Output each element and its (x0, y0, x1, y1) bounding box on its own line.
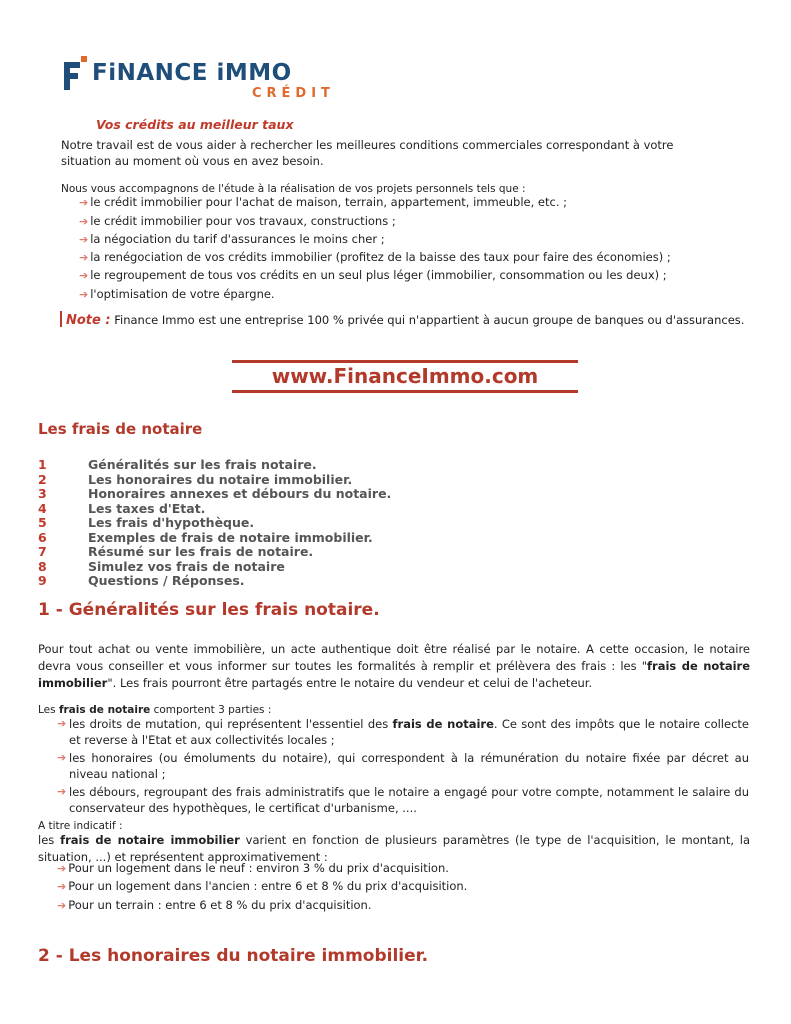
toc-item[interactable]: 2 Les honoraires du notaire immobilier. (38, 471, 353, 487)
services-lead: Nous vous accompagnons de l'étude à la réalisation de vos projets personnels tels que : (61, 183, 526, 195)
arrow-right-icon: ➔ (57, 785, 67, 798)
list-item: ➔ les honoraires (ou émoluments du notaire), qui correspondent à la rémunération du notaire fixée par décret au niveau national ; (57, 751, 749, 781)
arrow-right-icon: ➔ (57, 751, 67, 764)
toc-item[interactable]: 4 Les taxes d'Etat. (38, 500, 206, 516)
table-of-contents (38, 457, 391, 588)
toc-item[interactable]: 8 Simulez vos frais de notaire (38, 558, 285, 574)
heading-section-1: 1 - Généralités sur les frais notaire. (38, 600, 380, 620)
list-item: ➔ les droits de mutation, qui représentent l'essentiel des frais de notaire. Ce sont des impôts que le notaire collecte et reverse à l'Etat et aux collectivités locales ; (57, 717, 749, 747)
website-link[interactable]: www.FinanceImmo.com (271, 364, 539, 388)
list-item: ➔ le crédit immobilier pour vos travaux, constructions ; (79, 214, 396, 228)
paragraph-generalites: Pour tout achat ou vente immobilière, un acte authentique doit être réalisé par le notaire. A cette occasion, le notaire devra vous conseiller et vous informer sur toutes les formalités à remplir et prélèvera des frais : les "frais de notaire immobilier". Les frais pourront être partagés entre le notaire du vendeur et celui de l'acheteur. (38, 642, 750, 690)
indicatif-paragraph: les frais de notaire immobilier varient en fonction de plusieurs paramètres (le type de l'acquisition, le montant, la situation, ...) et représentent approximativement : (38, 833, 751, 864)
arrow-right-icon: ➔ (79, 196, 89, 209)
list-item: ➔ Pour un logement dans l'ancien : entre 6 et 8 % du prix d'acquisition. (57, 879, 468, 893)
divider (232, 390, 578, 393)
logo-wordmark: FiNANCE iMMO (92, 60, 292, 86)
arrow-right-icon: ➔ (57, 880, 67, 893)
list-item: ➔ le crédit immobilier pour l'achat de maison, terrain, appartement, immeuble, etc. ; (79, 195, 568, 209)
arrow-right-icon: ➔ (79, 288, 89, 301)
parts-intro: Les frais de notaire comportent 3 parties : (38, 704, 272, 716)
finance-immo-logo (62, 52, 352, 104)
note-text: Finance Immo est une entreprise 100 % privée qui n'appartient à aucun groupe de banques ou d'assurances. (114, 313, 745, 327)
toc-item[interactable]: 1 Généralités sur les frais notaire. (38, 457, 317, 472)
logo-subtitle: CRÉDIT (252, 86, 335, 101)
list-item: ➔ Pour un logement dans le neuf : environ 3 % du prix d'acquisition. (57, 861, 449, 875)
arrow-right-icon: ➔ (57, 717, 67, 730)
intro-paragraph: Notre travail est de vous aider à rechercher les meilleures conditions commerciales correspondant à votre situation au moment où vous en avez besoin. (61, 138, 674, 168)
arrow-right-icon: ➔ (79, 251, 89, 264)
divider (232, 360, 578, 363)
arrow-right-icon: ➔ (79, 215, 89, 228)
list-item: ➔ la négociation du tarif d'assurances le moins cher ; (79, 232, 385, 246)
arrow-right-icon: ➔ (79, 269, 89, 282)
toc-item[interactable]: 7 Résumé sur les frais de notaire. (38, 544, 314, 559)
logo-mark-icon (62, 56, 88, 92)
toc-item[interactable]: 5 Les frais d'hypothèque. (38, 515, 255, 530)
section-title: Les frais de notaire (38, 420, 203, 438)
indicatif-title: A titre indicatif : (38, 820, 123, 832)
list-item: ➔ l'optimisation de votre épargne. (79, 287, 275, 301)
toc-item[interactable]: 3 Honoraires annexes et débours du notaire. (38, 486, 392, 501)
toc-item[interactable]: 9 Questions / Réponses. (38, 573, 245, 588)
note (60, 311, 744, 328)
arrow-right-icon: ➔ (57, 899, 67, 912)
heading-section-2: 2 - Les honoraires du notaire immobilier. (38, 946, 429, 966)
list-item: ➔ le regroupement de tous vos crédits en un seul plus léger (immobilier, consommation ou les deux) ; (79, 268, 667, 282)
list-item: ➔ Pour un terrain : entre 6 et 8 % du prix d'acquisition. (57, 898, 372, 912)
toc-item[interactable]: 6 Exemples de frais de notaire immobilier. (38, 529, 373, 545)
list-item: ➔ les débours, regroupant des frais administratifs que le notaire a engagé pour votre compte, notamment le salaire du conservateur des hypothèques, le certificat d'urbanisme, .... (57, 785, 749, 815)
parts-list (57, 716, 749, 816)
note-bar (60, 311, 62, 327)
note-label: Note : (66, 313, 111, 328)
list-item: ➔ la renégociation de vos crédits immobilier (profitez de la baisse des taux pour faire des économies) ; (79, 250, 671, 264)
arrow-right-icon: ➔ (79, 233, 89, 246)
tagline: Vos crédits au meilleur taux (96, 117, 294, 132)
arrow-right-icon: ➔ (57, 862, 67, 875)
